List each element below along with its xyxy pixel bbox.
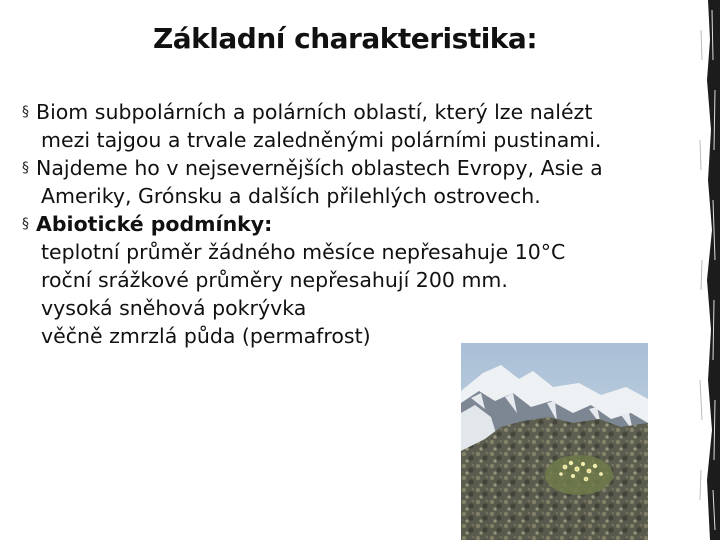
- bullet-marker: §: [22, 160, 29, 176]
- bullet-2-line-1: Najdeme ho v nejsevernějších oblastech Evropy, Asie a: [36, 156, 603, 180]
- bullet-1-line-1: Biom subpolárních a polárních oblastí, který lze nalézt: [36, 100, 593, 124]
- bullet-1: [22, 98, 682, 126]
- plant-patch: [545, 455, 613, 495]
- abiotic-item-temperature: teplotní průměr žádného měsíce nepřesahuje 10°C: [41, 240, 566, 264]
- bullet-marker: §: [22, 104, 29, 120]
- abiotic-item-precipitation: roční srážkové průměry nepřesahují 200 mm.: [41, 268, 508, 292]
- slide-body: [22, 98, 682, 350]
- bullet-2-line-2: Ameriky, Grónsku a dalších přilehlých ostrovech.: [41, 184, 541, 208]
- slide-title: Základní charakteristika:: [152, 22, 538, 55]
- torn-edge-decoration: [694, 0, 720, 540]
- abiotic-heading: Abiotické podmínky:: [36, 212, 273, 236]
- bullet-3: [22, 210, 682, 238]
- bullet-marker: §: [22, 216, 29, 232]
- abiotic-item-snow-cover: vysoká sněhová pokrývka: [41, 296, 307, 320]
- tundra-photo: [461, 343, 648, 540]
- bullet-1-line-2: mezi tajgou a trvale zaledněnými polárními pustinami.: [41, 128, 602, 152]
- abiotic-item-permafrost: věčně zmrzlá půda (permafrost): [41, 324, 371, 348]
- bullet-2: [22, 154, 682, 182]
